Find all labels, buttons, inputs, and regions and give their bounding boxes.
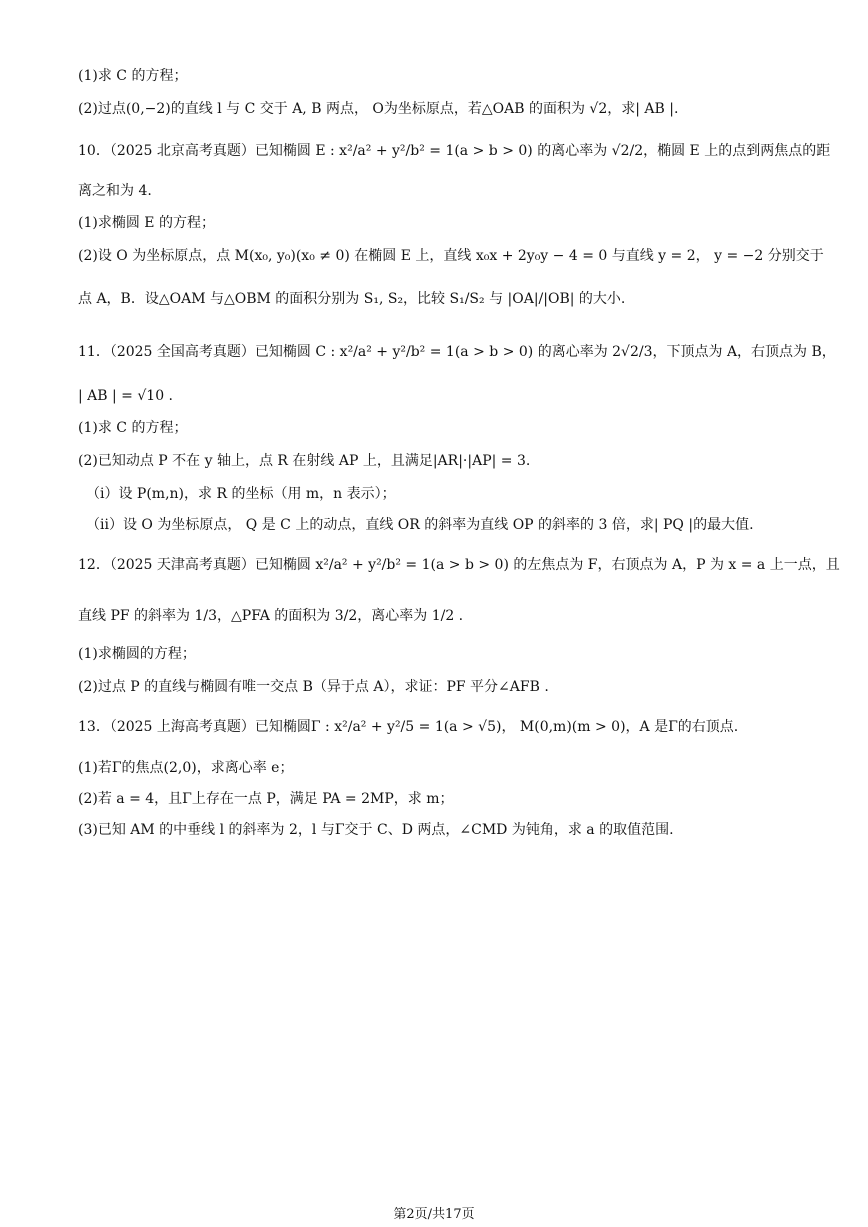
text-line: (3)已知 AM 的中垂线 l 的斜率为 2，l 与Γ交于 C、D 两点，∠CMD 为钝角，求 a 的取值范围. <box>78 822 674 838</box>
text-line: 离之和为 4. <box>78 183 152 199</box>
text-line: （i）设 P(m,n)，求 R 的坐标（用 m，n 表示）； <box>86 486 396 502</box>
problem-10-header: 10．（2025 北京高考真题）已知椭圆 E : x²/a² + y²/b² = 1(a > b > 0) 的离心率为 √2/2，椭圆 E 上的点到两焦点的距 <box>78 143 831 159</box>
text-line: (1)若Γ的焦点(2,0)，求离心率 e； <box>78 760 294 776</box>
text-line: （ii）设 O 为坐标原点， Q 是 C 上的动点，直线 OR 的斜率为直线 OP 的斜率的 3 倍，求| PQ |的最大值. <box>86 517 754 533</box>
page-footer: 第2页/共17页 <box>393 1207 475 1222</box>
problem-13-header: 13．（2025 上海高考真题）已知椭圆Γ : x²/a² + y²/5 = 1(a > √5)， M(0,m)(m > 0)，A 是Γ的右顶点. <box>78 719 739 735</box>
text-line: (2)若 a = 4，且Γ上存在一点 P，满足 PA = 2MP，求 m； <box>78 791 454 807</box>
text-line: (1)求 C 的方程； <box>78 68 188 84</box>
text-line: | AB | = √10 . <box>78 388 173 404</box>
text-line: 点 A，B．设△OAM 与△OBM 的面积分别为 S₁, S₂，比较 S₁/S₂ 与 |OA|/|OB| 的大小. <box>78 291 626 307</box>
text-line: (2)过点 P 的直线与椭圆有唯一交点 B（异于点 A），求证：PF 平分∠AFB . <box>78 679 549 695</box>
text-line: (2)已知动点 P 不在 y 轴上，点 R 在射线 AP 上，且满足|AR|·|AP| = 3. <box>78 453 531 469</box>
text-line: (1)求椭圆的方程； <box>78 646 196 662</box>
text-line: (2)过点(0,−2)的直线 l 与 C 交于 A, B 两点， O为坐标原点，若△OAB 的面积为 √2，求| AB |. <box>78 101 679 117</box>
text-line: 直线 PF 的斜率为 1/3，△PFA 的面积为 3/2，离心率为 1/2 . <box>78 608 464 624</box>
text-line: (2)设 O 为坐标原点，点 M(x₀, y₀)(x₀ ≠ 0) 在椭圆 E 上，直线 x₀x + 2y₀y − 4 = 0 与直线 y = 2， y = −2 分别交于 <box>78 248 824 264</box>
text-line: (1)求 C 的方程； <box>78 420 188 436</box>
problem-12-header: 12．（2025 天津高考真题）已知椭圆 x²/a² + y²/b² = 1(a > b > 0) 的左焦点为 F，右顶点为 A，P 为 x = a 上一点，且 <box>78 557 840 573</box>
text-line: (1)求椭圆 E 的方程； <box>78 215 215 231</box>
problem-11-header: 11．（2025 全国高考真题）已知椭圆 C : x²/a² + y²/b² = 1(a > b > 0) 的离心率为 2√2/3，下顶点为 A，右顶点为 B， <box>78 344 836 360</box>
